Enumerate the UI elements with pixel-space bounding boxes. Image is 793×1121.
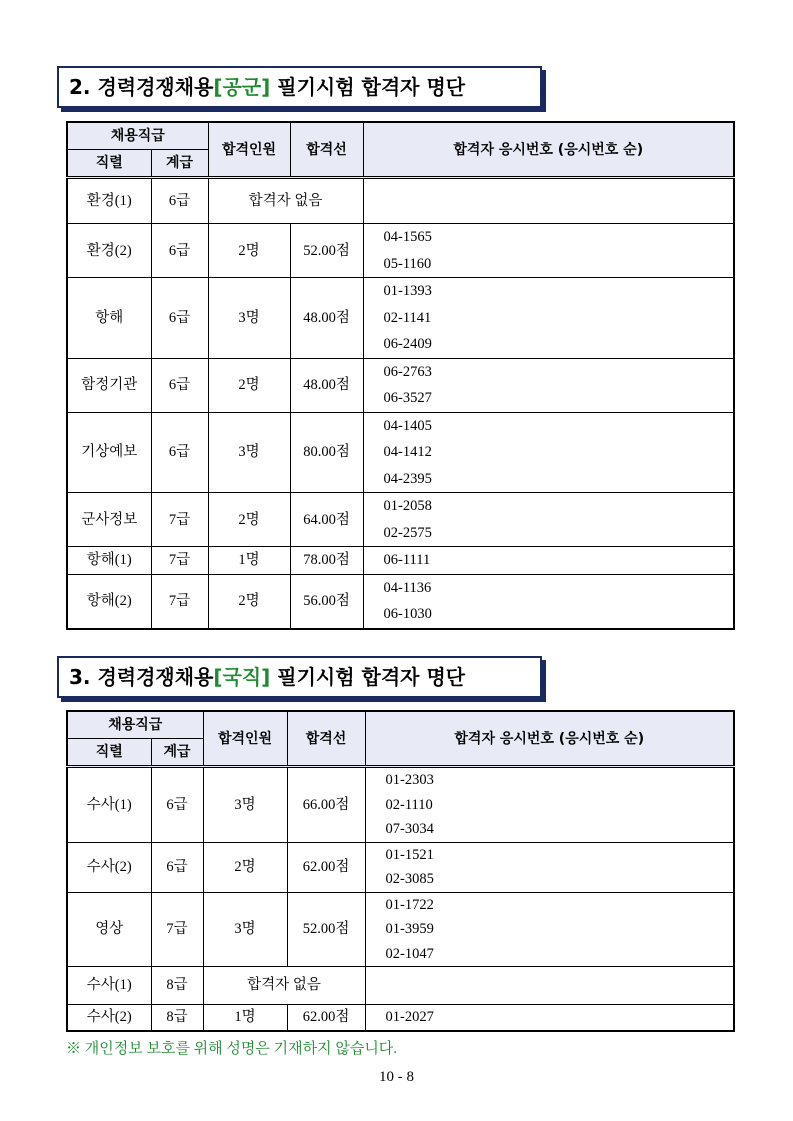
table-row	[67, 767, 734, 843]
section-title-airforce	[57, 66, 542, 108]
count-cell: 2명	[208, 574, 290, 629]
series-cell: 항해(2)	[67, 574, 151, 629]
applicant-id: 06-1030	[383, 606, 432, 622]
header-series: 직렬	[67, 739, 151, 767]
cutoff-cell: 52.00점	[290, 224, 363, 278]
section-title-highlight: [공군]	[213, 75, 271, 99]
header-position-group: 채용직급	[67, 122, 208, 150]
applicant-ids-cell	[363, 224, 734, 278]
count-cell: 1명	[203, 1005, 287, 1031]
applicant-id: 02-1110	[385, 796, 433, 813]
header-cutoff: 합격선	[290, 122, 363, 178]
grade-cell: 7급	[151, 493, 208, 547]
applicant-id: 04-2395	[383, 470, 432, 487]
grade-cell: 6급	[151, 842, 203, 892]
applicant-id: 01-2027	[385, 1009, 434, 1025]
table-row	[67, 412, 734, 493]
applicant-id: 04-1136	[383, 579, 432, 596]
cutoff-cell: 66.00점	[287, 767, 365, 843]
series-cell: 항해	[67, 278, 151, 359]
cutoff-cell: 56.00점	[290, 574, 363, 629]
count-cell: 3명	[208, 412, 290, 493]
applicant-id: 01-3959	[385, 921, 434, 937]
cutoff-cell: 62.00점	[287, 842, 365, 892]
series-cell: 기상예보	[67, 412, 151, 493]
no-passers-cell: 합격자 없음	[203, 967, 365, 1005]
applicant-ids-cell	[363, 574, 734, 629]
applicant-id: 01-2303	[385, 772, 434, 788]
series-cell: 수사(2)	[67, 1005, 151, 1031]
header-count: 합격인원	[203, 711, 287, 767]
table-row	[67, 493, 734, 547]
applicant-id: 06-1111	[383, 552, 431, 568]
count-cell: 2명	[203, 842, 287, 892]
page-number: 10 - 8	[379, 1069, 414, 1085]
grade-cell: 7급	[151, 574, 208, 629]
applicant-id: 04-1565	[383, 229, 432, 245]
count-cell: 2명	[208, 493, 290, 547]
airforce-results-table	[66, 121, 735, 630]
cutoff-cell: 52.00점	[287, 892, 365, 967]
applicant-id: 06-2763	[383, 363, 432, 380]
applicant-id: 05-1160	[383, 255, 432, 272]
grade-cell: 8급	[151, 1005, 203, 1031]
applicant-ids-cell	[365, 842, 734, 892]
header-count: 합격인원	[208, 122, 290, 178]
count-cell: 3명	[208, 278, 290, 359]
series-cell: 환경(2)	[67, 224, 151, 278]
section-title-suffix: 필기시험 합격자 명단	[270, 665, 466, 689]
applicant-id: 06-2409	[383, 336, 432, 352]
applicant-ids-cell	[363, 278, 734, 359]
grade-cell: 8급	[151, 967, 203, 1005]
count-cell: 1명	[208, 547, 290, 575]
cutoff-cell: 62.00점	[287, 1005, 365, 1031]
header-cutoff: 합격선	[287, 711, 365, 767]
no-passers-cell: 합격자 없음	[208, 178, 363, 224]
grade-cell: 6급	[151, 224, 208, 278]
series-cell: 함정기관	[67, 358, 151, 412]
grade-cell: 6급	[151, 358, 208, 412]
applicant-ids-cell	[363, 412, 734, 493]
applicant-id: 02-3085	[385, 871, 434, 887]
grade-cell: 6급	[151, 178, 208, 224]
cutoff-cell: 80.00점	[290, 412, 363, 493]
applicant-ids-cell	[363, 547, 734, 575]
applicant-id: 06-3527	[383, 390, 432, 406]
series-cell: 항해(1)	[67, 547, 151, 575]
header-position-group: 채용직급	[67, 711, 203, 739]
grade-cell: 6급	[151, 412, 208, 493]
count-cell: 3명	[203, 892, 287, 967]
table-row	[67, 574, 734, 629]
grade-cell: 7급	[151, 547, 208, 575]
table-row	[67, 178, 734, 224]
defense-results-table	[66, 710, 735, 1032]
applicant-id: 02-1047	[385, 945, 434, 962]
section-title-highlight: [국직]	[213, 665, 271, 689]
cutoff-cell: 48.00점	[290, 358, 363, 412]
header-applicant-ids: 합격자 응시번호 (응시번호 순)	[365, 711, 734, 767]
series-cell: 군사정보	[67, 493, 151, 547]
applicant-id: 01-1393	[383, 283, 432, 299]
applicant-ids-cell	[363, 493, 734, 547]
header-grade: 계급	[151, 150, 208, 178]
applicant-id: 02-2575	[383, 524, 432, 541]
applicant-ids-cell	[365, 767, 734, 843]
series-cell: 환경(1)	[67, 178, 151, 224]
table-row	[67, 1005, 734, 1031]
grade-cell: 6급	[151, 767, 203, 843]
series-cell: 수사(1)	[67, 767, 151, 843]
header-applicant-ids: 합격자 응시번호 (응시번호 순)	[363, 122, 734, 178]
applicant-id: 07-3034	[385, 821, 434, 837]
section-title-prefix: 2. 경력경쟁채용	[69, 75, 214, 99]
applicant-ids-cell	[363, 358, 734, 412]
count-cell: 2명	[208, 224, 290, 278]
applicant-id: 02-1141	[383, 309, 432, 326]
table-row	[67, 547, 734, 575]
cutoff-cell: 48.00점	[290, 278, 363, 359]
grade-cell: 6급	[151, 278, 208, 359]
grade-cell: 7급	[151, 892, 203, 967]
table-row	[67, 892, 734, 967]
table-row	[67, 278, 734, 359]
section-title-defense	[57, 656, 542, 698]
applicant-id: 01-1722	[385, 896, 434, 913]
series-cell: 수사(2)	[67, 842, 151, 892]
table-row	[67, 967, 734, 1005]
section-title-suffix: 필기시험 합격자 명단	[270, 75, 466, 99]
series-cell: 수사(1)	[67, 967, 151, 1005]
table-row	[67, 842, 734, 892]
applicant-id: 04-1405	[383, 417, 432, 434]
table-row	[67, 358, 734, 412]
applicant-id: 04-1412	[383, 444, 432, 460]
applicant-ids-cell	[363, 178, 734, 224]
count-cell: 2명	[208, 358, 290, 412]
applicant-ids-cell	[365, 967, 734, 1005]
header-grade: 계급	[151, 739, 203, 767]
cutoff-cell: 64.00점	[290, 493, 363, 547]
applicant-ids-cell	[365, 1005, 734, 1031]
header-series: 직렬	[67, 150, 151, 178]
applicant-id: 01-2058	[383, 498, 432, 514]
applicant-ids-cell	[365, 892, 734, 967]
count-cell: 3명	[203, 767, 287, 843]
cutoff-cell: 78.00점	[290, 547, 363, 575]
section-title-prefix: 3. 경력경쟁채용	[69, 665, 214, 689]
privacy-note: ※ 개인정보 보호를 위해 성명은 기재하지 않습니다.	[66, 1041, 398, 1057]
series-cell: 영상	[67, 892, 151, 967]
applicant-id: 01-1521	[385, 846, 434, 863]
table-row	[67, 224, 734, 278]
